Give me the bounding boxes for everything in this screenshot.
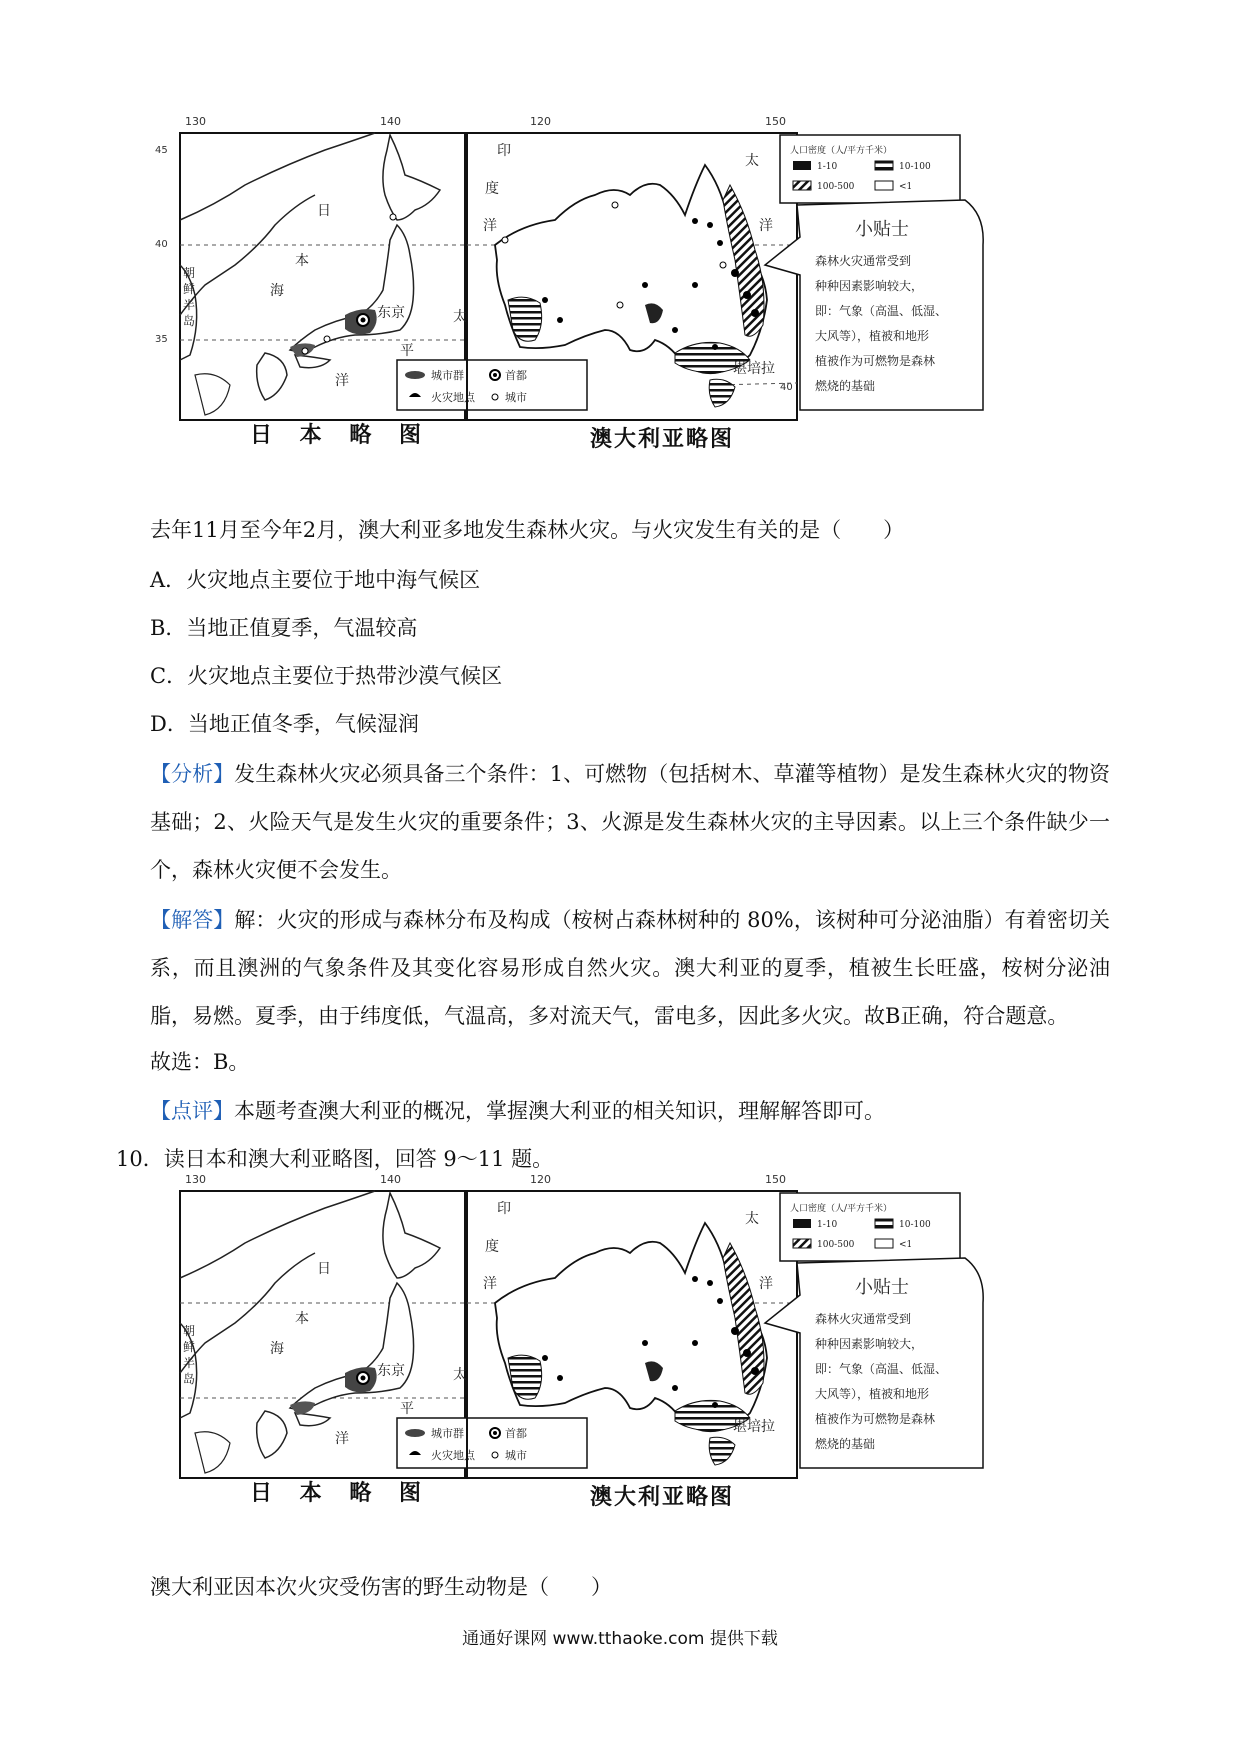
svg-text:40: 40 <box>780 382 793 393</box>
comment-tag: 【点评】 <box>150 1099 234 1123</box>
svg-text:堪培拉: 堪培拉 <box>733 1419 775 1435</box>
svg-text:鲜: 鲜 <box>183 282 196 296</box>
svg-text:人口密度（人/平方千米）: 人口密度（人/平方千米） <box>790 1204 893 1214</box>
footer-source: 通通好课网 www.tthaoke.com 提供下载 <box>462 1629 778 1649</box>
option-c: C．火灾地点主要位于热带沙漠气候区 <box>150 664 503 688</box>
svg-text:朝: 朝 <box>183 1324 196 1338</box>
svg-text:130: 130 <box>185 115 206 128</box>
svg-text:100-500: 100-500 <box>817 182 855 192</box>
japan-map-caption: 日 本 略 图 <box>250 422 431 448</box>
svg-text:森林火灾通常受到: 森林火灾通常受到 <box>815 254 912 268</box>
svg-text:太: 太 <box>745 1211 759 1227</box>
svg-text:半: 半 <box>183 298 196 312</box>
analysis-paragraph <box>150 750 1110 894</box>
question-10-stem: 澳大利亚因本次火灾受伤害的野生动物是（ ） <box>150 1575 612 1599</box>
svg-text:燃烧的基础: 燃烧的基础 <box>815 379 876 393</box>
answer-paragraph <box>150 896 1110 1040</box>
svg-text:首都: 首都 <box>505 1427 527 1440</box>
option-d: D．当地正值冬季，气候湿润 <box>150 712 419 736</box>
japan-map-caption-2: 日 本 略 图 <box>250 1480 431 1506</box>
svg-text:岛: 岛 <box>183 314 196 328</box>
svg-text:<1: <1 <box>899 182 913 192</box>
svg-text:洋: 洋 <box>483 218 497 234</box>
svg-text:<1: <1 <box>899 1240 913 1250</box>
svg-text:10-100: 10-100 <box>899 1220 931 1230</box>
svg-text:印: 印 <box>497 143 511 159</box>
svg-text:首都: 首都 <box>505 369 527 382</box>
svg-text:130: 130 <box>185 1173 206 1186</box>
svg-text:种种因素影响较大，: 种种因素影响较大， <box>815 1337 924 1351</box>
comment-text: 本题考查澳大利亚的概况，掌握澳大利亚的相关知识，理解解答即可。 <box>234 1099 885 1123</box>
svg-text:度: 度 <box>485 181 499 197</box>
svg-text:平: 平 <box>400 1401 414 1417</box>
svg-text:火灾地点: 火灾地点 <box>431 391 475 404</box>
svg-text:东京: 东京 <box>377 1363 405 1379</box>
svg-text:40: 40 <box>155 239 168 250</box>
svg-text:本: 本 <box>295 253 309 269</box>
answer-text: 解：火灾的形成与森林分布及构成（桉树占森林树种的 80%，该树种可分泌油脂）有着密切关系，而且澳洲的气象条件及其变化容易形成自然火灾。澳大利亚的夏季，植被生长旺盛，桉树分泌油脂，易燃。夏季，由于纬度低，气温高，多对流天气，雷电多，因此多火灾。故B正确，符合题意。 <box>150 908 1111 1028</box>
svg-text:1-10: 1-10 <box>817 1220 838 1230</box>
svg-text:种种因素影响较大，: 种种因素影响较大， <box>815 279 924 293</box>
svg-text:城市群: 城市群 <box>431 1427 464 1440</box>
svg-text:植被作为可燃物是森林: 植被作为可燃物是森林 <box>815 1412 936 1426</box>
australia-map-caption: 澳大利亚略图 <box>590 426 735 452</box>
svg-text:本: 本 <box>295 1311 309 1327</box>
option-a: A．火灾地点主要位于地中海气候区 <box>150 568 481 592</box>
svg-text:燃烧的基础: 燃烧的基础 <box>815 1437 876 1451</box>
svg-text:120: 120 <box>530 115 551 128</box>
svg-text:堪培拉: 堪培拉 <box>733 361 775 377</box>
svg-text:45: 45 <box>155 145 168 156</box>
svg-text:岛: 岛 <box>183 1372 196 1386</box>
svg-text:10-100: 10-100 <box>899 162 931 172</box>
australia-map-caption-2: 澳大利亚略图 <box>590 1484 735 1510</box>
svg-text:城市群: 城市群 <box>431 369 464 382</box>
question-10 <box>116 1144 553 1174</box>
svg-text:1-10: 1-10 <box>817 162 838 172</box>
svg-text:140: 140 <box>380 1173 401 1186</box>
svg-text:度: 度 <box>485 1239 499 1255</box>
svg-text:小贴士: 小贴士 <box>855 1277 909 1298</box>
svg-text:大风等），植被和地形: 大风等），植被和地形 <box>815 1387 930 1401</box>
svg-text:日: 日 <box>317 203 331 219</box>
choice-result: 故选：B。 <box>150 1050 250 1074</box>
svg-text:东京: 东京 <box>377 305 405 321</box>
analysis-tag: 【分析】 <box>150 762 235 786</box>
svg-text:小贴士: 小贴士 <box>855 219 909 240</box>
svg-text:洋: 洋 <box>335 373 349 389</box>
svg-text:120: 120 <box>530 1173 551 1186</box>
svg-text:日: 日 <box>317 1261 331 1277</box>
question-stem: 去年11月至今年2月，澳大利亚多地发生森林火灾。与火灾发生有关的是（ ） <box>150 518 905 542</box>
svg-text:城市: 城市 <box>505 391 527 404</box>
svg-text:鲜: 鲜 <box>183 1340 196 1354</box>
svg-text:海: 海 <box>270 283 284 299</box>
svg-text:太: 太 <box>453 1367 467 1383</box>
svg-text:即：气象（高温、低湿、: 即：气象（高温、低湿、 <box>815 304 948 318</box>
svg-text:洋: 洋 <box>759 1276 773 1292</box>
svg-text:人口密度（人/平方千米）: 人口密度（人/平方千米） <box>790 146 893 156</box>
svg-text:洋: 洋 <box>759 218 773 234</box>
comment-paragraph <box>150 1096 885 1126</box>
svg-text:太: 太 <box>745 153 759 169</box>
svg-text:半: 半 <box>183 1356 196 1370</box>
map-figure-1 <box>155 115 1095 485</box>
map-figure-2 <box>175 1173 1095 1543</box>
svg-text:太: 太 <box>453 309 467 325</box>
svg-text:150: 150 <box>765 115 786 128</box>
svg-text:大风等），植被和地形: 大风等），植被和地形 <box>815 329 930 343</box>
question-10-text: 读日本和澳大利亚略图，回答 9～11 题。 <box>163 1147 554 1171</box>
svg-text:平: 平 <box>400 343 414 359</box>
svg-text:100-500: 100-500 <box>817 1240 855 1250</box>
svg-text:140: 140 <box>380 115 401 128</box>
svg-text:洋: 洋 <box>335 1431 349 1447</box>
question-number: 10． <box>116 1147 164 1171</box>
svg-text:35: 35 <box>155 334 168 345</box>
svg-text:火灾地点: 火灾地点 <box>431 1449 475 1462</box>
svg-text:植被作为可燃物是森林: 植被作为可燃物是森林 <box>815 354 936 368</box>
answer-tag: 【解答】 <box>150 908 235 932</box>
svg-text:150: 150 <box>765 1173 786 1186</box>
option-b: B．当地正值夏季，气温较高 <box>150 616 418 640</box>
svg-text:即：气象（高温、低湿、: 即：气象（高温、低湿、 <box>815 1362 948 1376</box>
svg-text:森林火灾通常受到: 森林火灾通常受到 <box>815 1312 912 1326</box>
svg-text:印: 印 <box>497 1201 511 1217</box>
svg-text:海: 海 <box>270 1341 284 1357</box>
svg-text:城市: 城市 <box>505 1449 527 1462</box>
svg-text:朝: 朝 <box>183 266 196 280</box>
analysis-text: 发生森林火灾必须具备三个条件：1、可燃物（包括树木、草灌等植物）是发生森林火灾的物资基础；2、火险天气是发生火灾的重要条件；3、火源是发生森林火灾的主导因素。以上三个条件缺少一个，森林火灾便不会发生。 <box>150 762 1111 882</box>
svg-text:洋: 洋 <box>483 1276 497 1292</box>
